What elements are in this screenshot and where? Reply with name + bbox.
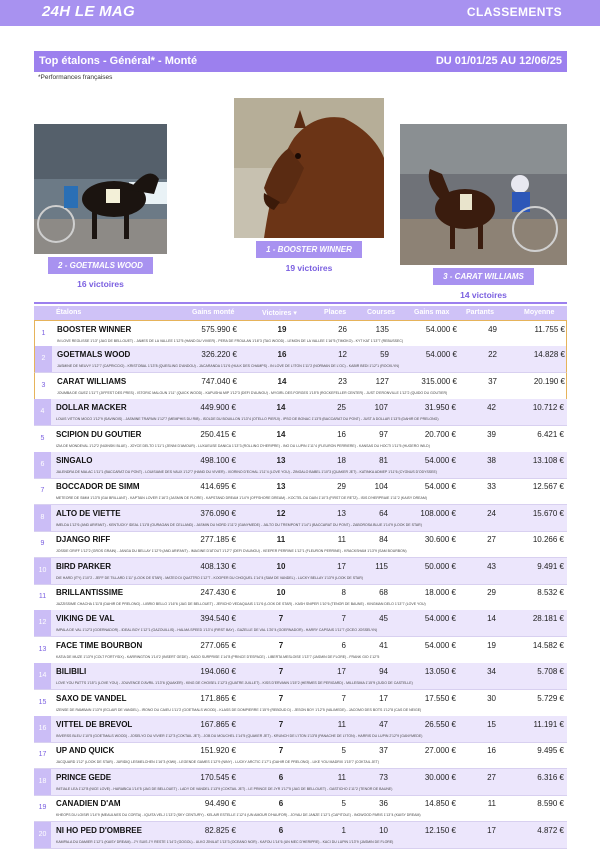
row-rank: 11 [38, 593, 47, 600]
cell-partants: 38 [487, 456, 496, 465]
cell-victoires: 7 [278, 693, 284, 703]
cell-courses: 81 [379, 456, 388, 465]
caption-label: 1 - BOOSTER WINNER [256, 241, 362, 258]
cell-partants: 17 [487, 825, 496, 835]
cell-courses: 37 [379, 746, 388, 756]
caption-label: 3 - CARAT WILLIAMS [433, 268, 534, 285]
title-banner [34, 51, 567, 72]
cell-places: 5 [341, 799, 346, 809]
stallion-name: SCIPION DU GOUTIER [56, 429, 142, 439]
row-rank: 6 [34, 452, 51, 478]
ranking-title: Top étalons - Général* - Monté [39, 55, 198, 67]
magazine-title: 24H LE MAG [42, 3, 136, 20]
cell-victoires: 12 [276, 508, 286, 518]
offspring-list: IN LOVE REGLISSE 1'13" (JAG DE BELLOUET) - JAMES DE LA VALLEE 1'12"5 (HAND DU VIVIER) - PERA DE FROULAN 1'16"3 (TAG WOOD) - LEMON DE LA VALLEE 1'16"5 (TIMOKO) - KYT KAT 1'13"7 (REBUSSEC) [57, 339, 404, 343]
cell-gains-monte: 170.545 € [200, 772, 236, 782]
cell-places: 1 [341, 825, 346, 835]
cell-victoires: 13 [276, 482, 286, 492]
offspring-list: IMELDA 1'12"6 (AND ARIFANT) - KENTUCKY IDEAL 1'11"8 (OURAGAN DE CELLAND) - JASMIN DU NORD 1'11"2 (GANYMEDE) - JALTO DU TREMPONT 1'14"1 (BACCARAT DU PONT) - ZABOROSA BLUE 1'14"9 (LOOK DE STAR) [56, 522, 422, 527]
cell-victoires: 7 [278, 640, 284, 650]
cell-places: 17 [337, 667, 346, 677]
col-courses[interactable]: Courses [367, 309, 396, 316]
cell-partants: 43 [487, 561, 496, 571]
table-row[interactable] [34, 373, 567, 400]
cell-partants: 42 [487, 403, 496, 413]
cell-gains-monte: 747.040 € [201, 376, 237, 386]
cell-moyenne: 8.532 € [537, 588, 564, 597]
cell-victoires: 10 [276, 561, 286, 571]
cell-partants: 30 [487, 693, 496, 703]
cell-courses: 47 [379, 720, 388, 729]
cell-gains-monte: 171.865 € [200, 693, 236, 703]
col-victoires-label: Victoires [262, 310, 292, 317]
cell-partants: 22 [488, 350, 497, 360]
stallion-name: BIRD PARKER [56, 561, 111, 571]
cell-places: 11 [337, 720, 346, 729]
top-bar [0, 0, 600, 26]
cell-moyenne: 28.181 € [532, 614, 564, 624]
table-row[interactable] [34, 742, 567, 769]
cell-victoires: 11 [276, 535, 286, 545]
offspring-list: IMPALA DE VAL 1'12"3 (GOERNADOR) - IDEAL BOY 1'12"1 (GAZOUILLIS) - HALMA SPEED 1'13"4 (FIRST BAY) - GAZELLE DE VAL 1'20"4 (GOERNADOR) - HARRY CAPSAIS 1'11"7 (OCEO JOSSELYN) [56, 628, 378, 633]
cell-places: 13 [337, 508, 346, 518]
cell-courses: 68 [379, 588, 388, 597]
row-rank: 19 [38, 804, 47, 812]
cell-moyenne: 6.316 € [537, 772, 564, 782]
cell-gains-monte: 82.825 € [204, 825, 236, 835]
cell-places: 26 [338, 325, 347, 334]
cell-courses: 64 [379, 508, 388, 518]
cell-gains-max: 50.000 € [424, 561, 456, 571]
table-row[interactable] [34, 690, 567, 717]
cell-moyenne: 20.190 € [533, 376, 565, 386]
row-rank: 13 [38, 645, 47, 653]
cell-places: 23 [338, 376, 347, 386]
cell-gains-max: 27.000 € [424, 746, 456, 756]
caption-wins: 14 victoires [460, 290, 507, 300]
cell-courses: 10 [379, 825, 388, 835]
cell-gains-max: 30.000 € [424, 772, 456, 782]
cell-moyenne: 14.828 € [533, 350, 565, 360]
cell-victoires: 6 [278, 799, 284, 809]
offspring-list: METEORE DE SIMM 1'13"5 (GAI BRILLANT) - KAPTAIN LOVER 1'16"2 (JASMIN DE FLORE) - KAPSTAND DREAM 1'14"9 (OFFSHORE DREAM) - KOCTEL DU DAIN 1'10"3 (FIRST DE RETZ) - ISIS D'HERPRAIE 1'11"2 (KAISY DREAM) [56, 496, 427, 501]
date-range: DU 01/01/25 AU 12/06/25 [435, 55, 562, 67]
cell-moyenne: 5.708 € [537, 667, 564, 677]
table-row[interactable] [34, 716, 567, 743]
stallion-name: SAXO DE VANDEL [56, 693, 127, 703]
caption-wins: 16 victoires [77, 279, 124, 289]
footnote: *Performances françaises [38, 74, 113, 81]
cell-gains-monte: 151.920 € [200, 746, 236, 756]
row-rank: 15 [38, 698, 47, 706]
cell-gains-monte: 277.185 € [200, 535, 236, 545]
stallion-name: FACE TIME BOURBON [56, 640, 143, 650]
cell-partants: 29 [487, 588, 496, 597]
cell-places: 29 [337, 482, 346, 492]
cell-partants: 11 [487, 799, 496, 809]
stallion-name: GOETMALS WOOD [57, 350, 131, 360]
col-gains-monte[interactable]: Gains monté [192, 309, 235, 316]
cell-places: 7 [341, 693, 346, 703]
table-row[interactable] [34, 452, 567, 479]
cell-partants: 34 [487, 667, 496, 677]
cell-gains-monte: 94.490 € [204, 799, 236, 809]
cell-gains-monte: 414.695 € [200, 482, 236, 492]
row-rank: 4 [34, 399, 51, 425]
offspring-list: IZIA DE MONDEVAL 1'12"2 (NIJINSKI BLUE) - JOYCE DELTO 1'11"1 (JENNI D'AMOUR) - LUXUEUSE DANICA 1'13"3 (ROLLING D'HERIPRE) - INO DU LUPIN 1'11"4 (FLEURON PERRIERE) - KANSAS DU HOCTI 1'11"5 (HUGERO WILD) [56, 443, 430, 448]
stallion-name: ALTO DE VIETTE [56, 508, 121, 518]
cell-moyenne: 11.755 € [534, 325, 565, 334]
cell-places: 7 [341, 614, 346, 624]
table-row[interactable] [34, 531, 567, 558]
table-row[interactable] [34, 478, 567, 505]
cell-moyenne: 14.582 € [532, 640, 564, 650]
cell-courses: 104 [374, 482, 388, 492]
stallion-name: SINGALO [56, 456, 93, 465]
cell-places: 25 [337, 403, 346, 413]
row-rank: 1 [41, 330, 46, 337]
row-rank: 16 [34, 716, 51, 742]
photo-carat-williams [400, 124, 567, 265]
stallion-name: CANADIEN D'AM [56, 799, 121, 809]
offspring-list: JALENDRA DE MALAC 1'11"1 (BACCARAT DU PONT) - LOUISIANE DES VAUX 1'12"7 (HAND DU VIVIER) - IXORINO D'ECHAL 1'11"4 (LOVE YOU) - ZINGALO BABEL 1'10"3 (QUAKER JET) - KATINKA ADMEP 1'11"6 (CYGNUS D'ODYSSEE) [56, 470, 437, 474]
cell-courses: 84 [379, 535, 388, 545]
cell-gains-max: 18.000 € [424, 588, 456, 597]
col-etalons[interactable]: Étalons [56, 309, 82, 316]
offspring-list: LOUIS VITTON MOCO 1'12"9 (SAVINOIS) - JASMINE TRAPAIN 1'12"7 (MEMPHIS DU RIB) - ISOLDE DU BOUILLON 1'13"4 (OTELLO PIERJI) - IPSO DE BONAC 1'13"5 (BACCARAT DU PONT) - JUST A DOLLAR 1'13"5 (DAHIR DE PRELONG) [56, 417, 439, 422]
cell-moyenne: 6.421 € [537, 429, 564, 439]
cell-courses: 59 [380, 350, 389, 360]
cell-courses: 107 [374, 403, 388, 413]
cell-gains-monte: 277.065 € [200, 640, 236, 650]
cell-gains-monte: 575.990 € [201, 325, 237, 334]
row-rank: 10 [34, 558, 51, 584]
cell-gains-max: 14.850 € [424, 799, 456, 809]
cell-gains-monte: 376.090 € [200, 508, 236, 518]
cell-gains-max: 54.000 € [424, 614, 456, 624]
table-row[interactable] [34, 822, 567, 849]
cell-gains-max: 315.000 € [421, 376, 457, 386]
cell-courses: 36 [379, 799, 388, 809]
row-rank: 12 [34, 610, 51, 636]
stallion-name: PRINCE GEDE [56, 772, 112, 782]
offspring-list: JACQUARD 1'12" (LOOK DE STAR) - JURIDIQ LESMELCHEN 1'16"3 (KIWI) - LEGENDE GAMES 1'12"9 (NINY) - LUCKY ARCTIC 1'17"1 (DAHIR DE PRELONG) - LIKE YOU MADRIX 1'15"7 (COKTAIL JET) [56, 760, 379, 765]
cell-partants: 24 [487, 508, 496, 518]
cell-gains-max: 54.000 € [425, 325, 457, 334]
table-row[interactable] [34, 795, 567, 822]
cell-gains-monte: 326.220 € [201, 350, 237, 360]
table-row[interactable] [34, 584, 567, 611]
photo-goetmals-wood [34, 124, 167, 254]
col-partants[interactable]: Partants [466, 309, 495, 316]
cell-gains-monte: 250.415 € [200, 429, 236, 439]
table-row[interactable] [34, 663, 567, 690]
cell-gains-max: 20.700 € [424, 429, 456, 439]
row-rank: 20 [34, 822, 51, 848]
cell-courses: 41 [379, 640, 388, 650]
stallion-name: BILIBILI [56, 667, 87, 677]
table-row[interactable] [34, 558, 567, 585]
caption-rank-3 [400, 266, 567, 300]
cell-gains-max: 13.050 € [424, 667, 456, 677]
cell-places: 17 [337, 561, 346, 571]
cell-gains-monte: 194.060 € [200, 667, 236, 677]
cell-gains-monte: 498.100 € [200, 456, 236, 465]
cell-gains-monte: 167.865 € [200, 720, 236, 729]
cell-victoires: 6 [278, 825, 284, 835]
cell-moyenne: 10.712 € [532, 403, 564, 413]
table-row[interactable] [34, 505, 567, 532]
cell-victoires: 6 [278, 772, 284, 782]
cell-victoires: 13 [276, 456, 286, 465]
cell-partants: 15 [487, 720, 496, 729]
cell-places: 11 [337, 772, 346, 782]
stallion-name: NI HO PED D'OMBREE [56, 825, 142, 835]
caption-wins: 19 victoires [285, 263, 333, 273]
table-row[interactable] [34, 637, 567, 664]
col-victoires[interactable] [262, 309, 297, 317]
cell-gains-monte: 394.540 € [200, 614, 236, 624]
cell-partants: 27 [487, 772, 496, 782]
stallion-name: BOOSTER WINNER [57, 325, 132, 334]
cell-moyenne: 9.495 € [537, 746, 564, 756]
cell-places: 16 [337, 429, 346, 439]
cell-gains-max: 17.550 € [424, 693, 456, 703]
stallion-name: DOLLAR MACKER [56, 403, 127, 413]
cell-partants: 49 [488, 325, 497, 334]
cell-courses: 94 [379, 667, 388, 677]
cell-partants: 27 [487, 535, 496, 545]
cell-moyenne: 8.590 € [537, 799, 564, 809]
offspring-list: INVERSS BLEU 1'10"5 (GOETMALS WOOD) - JOSELYO DU VIVIER 1'12"3 (COKTAIL JET) - JOB DU MOUCHEL 1'14"5 (QUAKER JET) - KRUNCH DE L'ITON 1'13"8 (PANACHE DE L'ITON) - HARRIS DU LUPIN 2'12"9 (GANYMEDE) [56, 734, 423, 738]
col-gains-max[interactable]: Gains max [414, 309, 450, 316]
cell-moyenne: 11.191 € [533, 720, 564, 729]
table-header [34, 306, 567, 320]
cell-places: 18 [337, 456, 346, 465]
cell-places: 6 [341, 640, 346, 650]
cell-partants: 39 [487, 429, 496, 439]
row-rank: 9 [40, 540, 45, 548]
cell-gains-max: 12.150 € [424, 825, 456, 835]
stallion-name: VIKING DE VAL [56, 614, 115, 624]
cell-partants: 19 [487, 640, 496, 650]
col-places[interactable]: Places [324, 309, 347, 316]
sort-desc-icon: ▾ [293, 310, 297, 317]
row-rank: 17 [38, 751, 47, 759]
offspring-list: KAMPALA DU DAMIER 1'12"1 (KAISY DREAM) - J'Y SUIS J'Y RESTE 1'14"2 (GOGOL) - ULKO ZINILAT 1'13"3 (OCEANO NOR) - KAFOU 1'14"6 (UN MEC D'HERIPRE) - KACI DU LUPIN 1'13"9 (JASMIN DE FLORE) [56, 839, 394, 844]
cell-moyenne: 13.108 € [532, 456, 564, 465]
cell-partants: 16 [487, 746, 496, 756]
cell-places: 5 [341, 746, 346, 756]
cell-courses: 115 [375, 561, 388, 571]
cell-moyenne: 9.491 € [537, 561, 564, 571]
row-rank: 18 [34, 769, 51, 795]
cell-victoires: 10 [276, 588, 286, 597]
cell-gains-max: 26.550 € [424, 720, 456, 729]
table-row[interactable] [34, 399, 567, 426]
offspring-list: JAZZISSIME CHACHA 1'11"8 (DAHIR DE PRELONG) - LIBRIO BELLO 1'16"6 (JAG DE BELLOUET) - JERICHO VEDAQUAIS 1'11"6 (LOOK DE STAR) - KASH SNIPER 1'10"6 (TENOR DE BAUNE) - KINGMAN DELO 1'13"7 (LOVE YOU) [56, 602, 426, 606]
offspring-list: DIE HARD (ITY) 1'10"2 - JEFF DE TILLARD 1'11" (LOOK DE STAR) - MATEO DI QUATTRO 1'12"7 - KOOPER DU CHOQUEL 1'14"4 (SAM DE VANDEL) - LUCKY BELLAY 1'13"9 (LOOK DE STAR) [56, 575, 363, 580]
photo-booster-winner [234, 98, 384, 238]
offspring-list: LOVE YOU PATT'S 1'15"1 (LOVE YOU) - JOUVENCE D'AVRIL 1'13"6 (QUAKER) - KING DE CHOISEL 1'12"3 (QUATRE JUILLET) - KISS D'ERVANN 1'15"2 (HERMES DE PERIGARD) - MILLESIMA 1'15"9 (JUDO DE CASTELLE) [56, 681, 413, 686]
stallion-name: VITTEL DE BREVOL [56, 720, 133, 729]
cell-courses: 73 [379, 772, 388, 782]
offspring-list: IZENSE DE RAMBAIN 1'13"9 (ECLAIR DE VANDEL) - IRONO DU CAIEU 1'11"2 (GOETMALS WOOD) - KLASS DE DOMPIERRE 1'15"9 (REBOUD D) - JESON BOY 1'12"5 (VALIMEDE) - JACOMO DES BOTS 1'12"8 (CAS DE NEIGE) [56, 707, 422, 712]
offspring-list: KHEOPS DU LOISIR 1'14"9 (MEAULNES DU CORTA) - IQUITA VELJ 1'13"2 (SKY CENTURY) - KELAIR ESTELLE 1'12"4 (UN AMOUR D'HAUFOR) - JOYAU DE JANZE 1'12"1 (CAPITOLE) - INGWOOD PARIS 1'13"4 (KAISY DREAM) [56, 813, 421, 818]
cell-victoires: 14 [276, 403, 286, 413]
row-rank: 7 [40, 487, 45, 495]
stallion-name: BOCCADOR DE SIMM [56, 482, 140, 492]
row-rank: 3 [41, 381, 46, 389]
cell-moyenne: 15.670 € [532, 508, 564, 518]
cell-victoires: 7 [278, 720, 284, 729]
caption-rank-1 [234, 239, 384, 273]
cell-victoires: 16 [277, 350, 287, 360]
cell-partants: 33 [487, 482, 496, 492]
cell-victoires: 14 [276, 429, 286, 439]
cell-gains-max: 54.000 € [424, 456, 456, 465]
cell-moyenne: 5.729 € [537, 693, 564, 703]
caption-label: 2 - GOETMALS WOOD [48, 257, 153, 274]
cell-courses: 127 [375, 376, 389, 386]
col-moyenne[interactable]: Moyenne [524, 309, 555, 316]
table-row[interactable] [34, 426, 567, 453]
cell-victoires: 7 [278, 746, 284, 756]
cell-partants: 37 [488, 376, 497, 386]
row-rank: 5 [40, 434, 45, 442]
table-row[interactable] [34, 610, 567, 637]
cell-gains-max: 54.000 € [424, 482, 456, 492]
cell-places: 11 [337, 535, 346, 545]
cell-moyenne: 10.266 € [532, 535, 564, 545]
section-title: CLASSEMENTS [466, 5, 562, 19]
table-row[interactable] [34, 769, 567, 796]
table-row[interactable] [34, 346, 567, 373]
cell-gains-max: 108.000 € [420, 508, 456, 518]
table-top-rule [34, 302, 567, 304]
cell-courses: 45 [379, 614, 388, 624]
caption-rank-2 [34, 255, 167, 289]
cell-gains-max: 54.000 € [424, 640, 456, 650]
cell-gains-monte: 247.430 € [200, 588, 236, 597]
table-row[interactable] [34, 320, 567, 347]
row-rank: 8 [34, 505, 51, 531]
cell-courses: 97 [379, 429, 388, 439]
cell-gains-max: 31.950 € [424, 403, 456, 413]
offspring-list: KATIA DE MUZE 1'13"9 (COLT FORTYSIX) - KARRINGTON 1'14"2 (INSERT GEDE) - KADO SURPRISE 1'14"8 (PRINCE D'ESPACE) - LIBERTA MESLOISE 1'13"7 (JASMIN DE FLORE) - FRANK GIO 1'12"5 [56, 654, 380, 659]
stallion-name: BRILLANTISSIME [56, 588, 124, 597]
cell-places: 12 [338, 350, 347, 360]
cell-moyenne: 4.872 € [537, 825, 564, 835]
offspring-list: JASMINE DE NEUVY 1'12"7 (CAPRICCIO) - KRISTOBAL 1'13"8 (QUESLING D'ANDOU) - JACARANDA 1'11"6 (HULK DES CHAMPS) - IN LOVE DE L'ITON 1'11"2 (NORMAN DE L'OC) - KABIR BEDI 1'12"1 (ROCKLYN) [57, 364, 400, 369]
cell-gains-max: 30.600 € [424, 535, 456, 545]
offspring-list: JOUMBA DE GUEZ 1'11"7 (JIFFEST DES PRES) - ISTORIC MALOUN 1'11" (QUICK WOOD) - KAPUSHA MIP 1'12"3 (DEFI D'AUNOU) - MYGIRL DES FORGES 1'15"5 (ROCKEFELLER CENTER) - JUST D'ERONVILLE 1'12"2 (QUIDO DU GOUTIER) [57, 390, 448, 395]
cell-moyenne: 12.567 € [532, 482, 564, 492]
stallion-name: DJANGO RIFF [56, 535, 111, 545]
cell-courses: 17 [379, 693, 388, 703]
row-rank: 2 [35, 346, 52, 372]
cell-partants: 14 [487, 614, 496, 624]
stallion-name: UP AND QUICK [56, 746, 115, 756]
cell-gains-monte: 449.900 € [200, 403, 236, 413]
cell-places: 8 [341, 588, 346, 597]
row-rank: 14 [34, 663, 51, 689]
stallion-name: CARAT WILLIAMS [57, 376, 127, 386]
offspring-list: JOSSIE GRIFF 1'12"2 (GROS GRAIN) - JANGA DU BELLAY 1'12"9 (AND ARIFANT) - IMAGINE D'ATOUT 1'12"7 (DEFI D'AUNOU) - KEEPER PERRINE 1'12"1 (FLEURON PERRINE) - KRACKSHAM 1'13"9 (SAM BOURBON) [56, 549, 407, 554]
cell-victoires: 7 [278, 614, 284, 624]
cell-victoires: 7 [278, 667, 284, 677]
cell-courses: 135 [375, 325, 389, 334]
offspring-list: INITIALE LEA 1'12"8 (NICE LOVE) - HARABICA 1'14"5 (JAG DE BELLOUET) - LADY DE VANDEL 1'13"9 (COKTAIL JET) - LE PRINCE DE JYR 1'17"5 (JAG DE BELLOUET) - GASTICHO 1'11"2 (TENOR DE BAUNE) [56, 786, 393, 791]
cell-victoires: 14 [277, 376, 287, 386]
cell-victoires: 19 [277, 325, 287, 334]
cell-gains-max: 54.000 € [425, 350, 457, 360]
cell-gains-monte: 408.130 € [200, 561, 236, 571]
